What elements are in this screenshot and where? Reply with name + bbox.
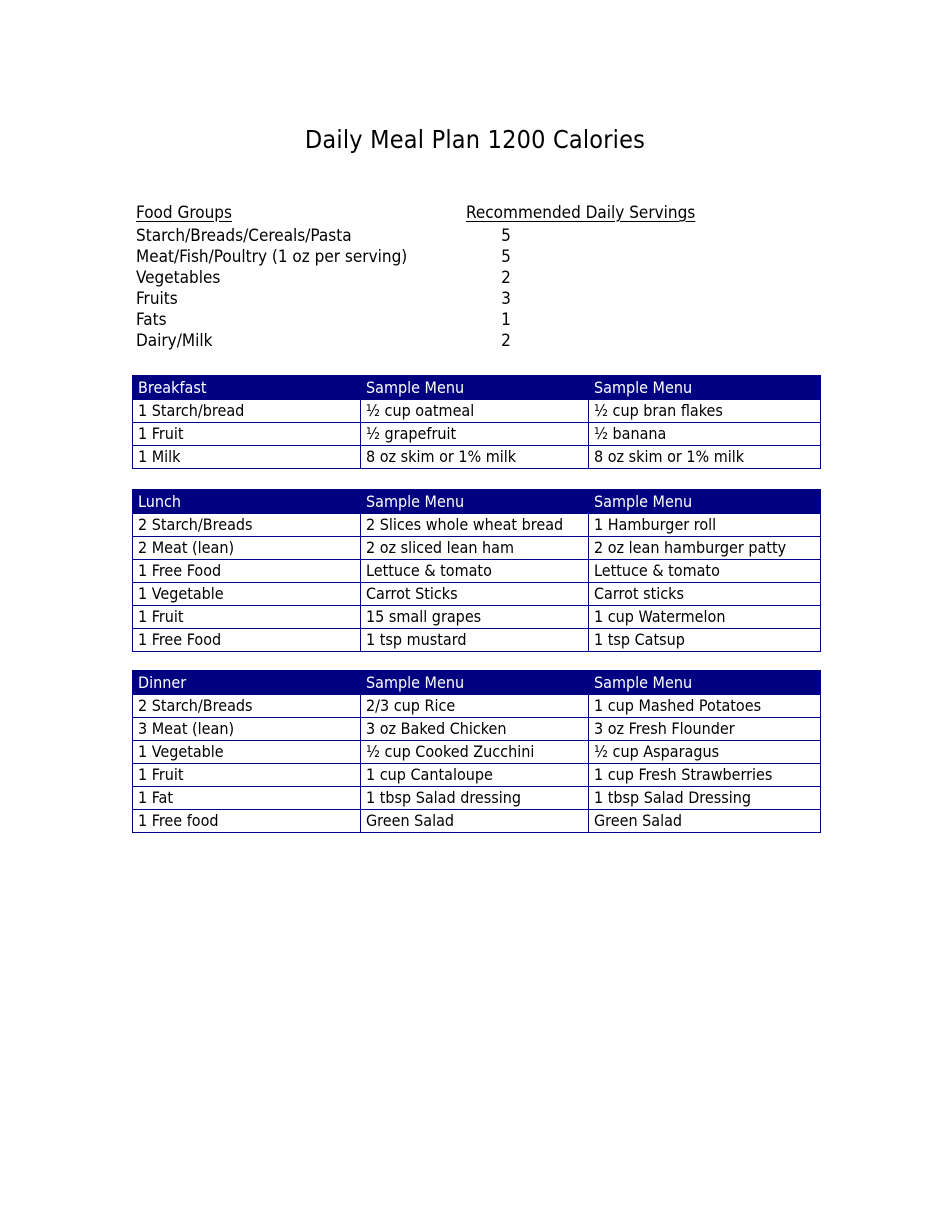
table-row: [133, 629, 821, 652]
recommended-servings-header-label: Recommended Daily Servings: [466, 203, 696, 223]
menu-item-cell: ½ cup bran flakes: [589, 400, 821, 423]
table-header-row: [133, 671, 821, 695]
food-groups-rows: [136, 226, 836, 352]
menu-item-cell: 1 cup Fresh Strawberries: [589, 764, 821, 787]
table-row: [133, 560, 821, 583]
menu-item-cell: 1 cup Mashed Potatoes: [589, 695, 821, 718]
serving-cell: 2 Starch/Breads: [133, 695, 361, 718]
food-group-name: Vegetables: [136, 268, 221, 288]
meal-table-body: [133, 514, 821, 652]
meal-table-body: [133, 695, 821, 833]
column-header-sample-menu-1: Sample Menu: [361, 490, 589, 514]
serving-cell: 1 Starch/bread: [133, 400, 361, 423]
menu-item-cell: ½ cup Cooked Zucchini: [361, 741, 589, 764]
menu-item-cell: Green Salad: [589, 810, 821, 833]
food-group-name: Fats: [136, 310, 167, 330]
menu-item-cell: 1 tsp mustard: [361, 629, 589, 652]
menu-item-cell: 1 tbsp Salad dressing: [361, 787, 589, 810]
meal-table-head: [133, 376, 821, 400]
menu-item-cell: 3 oz Fresh Flounder: [589, 718, 821, 741]
menu-item-cell: Lettuce & tomato: [361, 560, 589, 583]
menu-item-cell: 2 Slices whole wheat bread: [361, 514, 589, 537]
table-row: [133, 810, 821, 833]
table-row: [133, 695, 821, 718]
column-header-sample-menu-2: Sample Menu: [589, 376, 821, 400]
food-group-servings: 5: [501, 247, 511, 267]
column-header-meal: Lunch: [133, 490, 361, 514]
serving-cell: 1 Fruit: [133, 764, 361, 787]
menu-item-cell: ½ grapefruit: [361, 423, 589, 446]
serving-cell: 1 Fruit: [133, 606, 361, 629]
meal-table-breakfast: [132, 375, 821, 469]
serving-cell: 1 Vegetable: [133, 741, 361, 764]
table-row: [133, 537, 821, 560]
table-row: [133, 606, 821, 629]
serving-cell: 1 Fruit: [133, 423, 361, 446]
meal-table-dinner: [132, 670, 821, 833]
food-group-servings: 1: [501, 310, 511, 330]
table-row: [133, 583, 821, 606]
column-header-meal: Breakfast: [133, 376, 361, 400]
column-header-sample-menu-2: Sample Menu: [589, 671, 821, 695]
serving-cell: 2 Meat (lean): [133, 537, 361, 560]
serving-cell: 1 Fat: [133, 787, 361, 810]
column-header-sample-menu-2: Sample Menu: [589, 490, 821, 514]
menu-item-cell: Carrot Sticks: [361, 583, 589, 606]
menu-item-cell: 2 oz lean hamburger patty: [589, 537, 821, 560]
table-row: [133, 718, 821, 741]
food-group-name: Starch/Breads/Cereals/Pasta: [136, 226, 352, 246]
meal-table-head: [133, 671, 821, 695]
menu-item-cell: 1 cup Cantaloupe: [361, 764, 589, 787]
serving-cell: 3 Meat (lean): [133, 718, 361, 741]
menu-item-cell: 1 tsp Catsup: [589, 629, 821, 652]
table-header-row: [133, 490, 821, 514]
food-group-row: [136, 331, 836, 352]
column-header-meal: Dinner: [133, 671, 361, 695]
meal-table-lunch: [132, 489, 821, 652]
food-group-servings: 2: [501, 268, 511, 288]
table-row: [133, 787, 821, 810]
meal-table-head: [133, 490, 821, 514]
food-group-name: Dairy/Milk: [136, 331, 213, 351]
table-row: [133, 764, 821, 787]
table-row: [133, 741, 821, 764]
food-group-row: [136, 226, 836, 247]
menu-item-cell: ½ banana: [589, 423, 821, 446]
menu-item-cell: Green Salad: [361, 810, 589, 833]
table-row: [133, 514, 821, 537]
table-row: [133, 423, 821, 446]
table-row: [133, 400, 821, 423]
food-group-servings: 3: [501, 289, 511, 309]
menu-item-cell: 8 oz skim or 1% milk: [589, 446, 821, 469]
food-groups-header-label: Food Groups: [136, 203, 232, 223]
serving-cell: 1 Vegetable: [133, 583, 361, 606]
menu-item-cell: ½ cup oatmeal: [361, 400, 589, 423]
serving-cell: 1 Free Food: [133, 560, 361, 583]
food-group-name: Fruits: [136, 289, 178, 309]
serving-cell: 2 Starch/Breads: [133, 514, 361, 537]
food-groups-summary: [136, 203, 836, 352]
column-header-sample-menu-1: Sample Menu: [361, 376, 589, 400]
food-group-row: [136, 310, 836, 331]
serving-cell: 1 Free food: [133, 810, 361, 833]
menu-item-cell: 2/3 cup Rice: [361, 695, 589, 718]
menu-item-cell: 2 oz sliced lean ham: [361, 537, 589, 560]
page-title: Daily Meal Plan 1200 Calories: [304, 124, 646, 154]
menu-item-cell: 1 tbsp Salad Dressing: [589, 787, 821, 810]
menu-item-cell: Carrot sticks: [589, 583, 821, 606]
table-header-row: [133, 376, 821, 400]
serving-cell: 1 Free Food: [133, 629, 361, 652]
serving-cell: 1 Milk: [133, 446, 361, 469]
meal-table-body: [133, 400, 821, 469]
food-group-servings: 2: [501, 331, 511, 351]
column-header-sample-menu-1: Sample Menu: [361, 671, 589, 695]
menu-item-cell: 8 oz skim or 1% milk: [361, 446, 589, 469]
food-group-row: [136, 268, 836, 289]
menu-item-cell: 1 Hamburger roll: [589, 514, 821, 537]
food-group-name: Meat/Fish/Poultry (1 oz per serving): [136, 247, 408, 267]
food-group-row: [136, 247, 836, 268]
menu-item-cell: Lettuce & tomato: [589, 560, 821, 583]
menu-item-cell: 1 cup Watermelon: [589, 606, 821, 629]
food-group-row: [136, 289, 836, 310]
menu-item-cell: 3 oz Baked Chicken: [361, 718, 589, 741]
food-group-servings: 5: [501, 226, 511, 246]
menu-item-cell: ½ cup Asparagus: [589, 741, 821, 764]
menu-item-cell: 15 small grapes: [361, 606, 589, 629]
table-row: [133, 446, 821, 469]
food-groups-header-row: [136, 203, 836, 226]
